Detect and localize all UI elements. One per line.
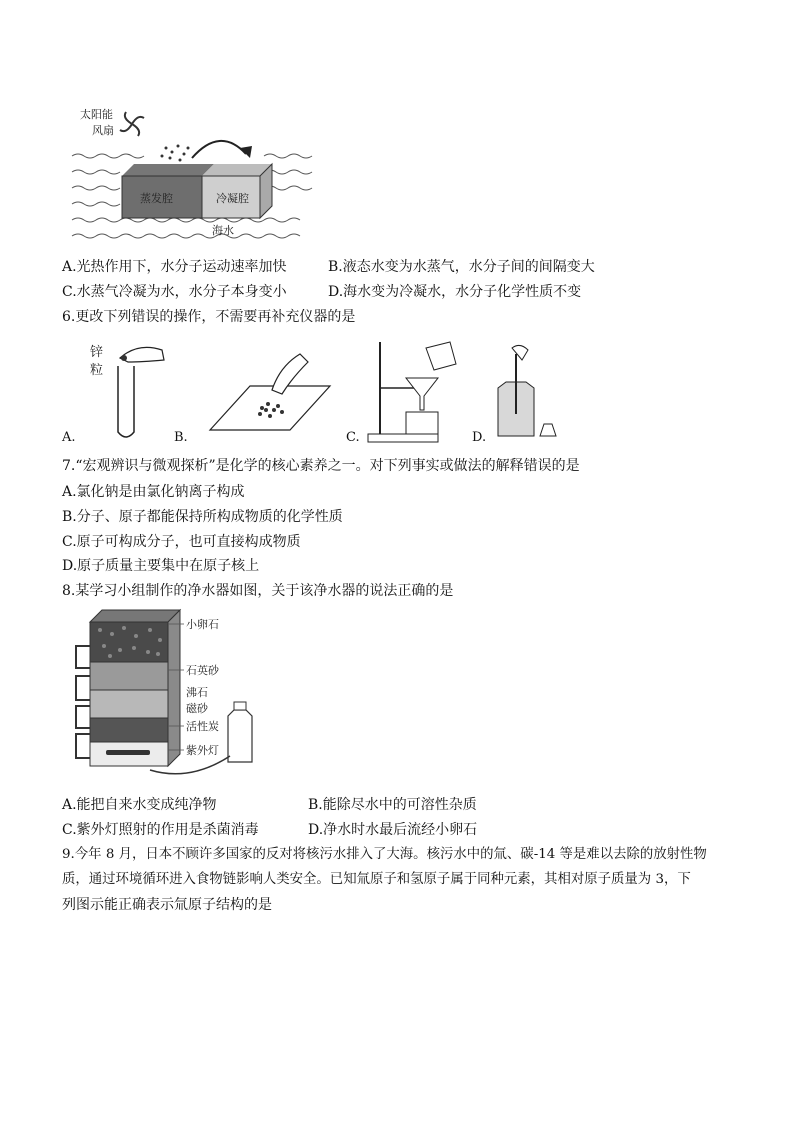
q5-figure: [70, 96, 320, 246]
hand-d: [512, 345, 528, 360]
uv-lamp: [106, 750, 150, 755]
filter-top: [90, 610, 180, 622]
q6-figure-a: [80, 336, 180, 446]
q8-option-a: A.能把自来水变成纯净物: [62, 797, 217, 813]
q6-stem: 6.更改下列错误的操作，不需要再补充仪器的是: [62, 309, 356, 325]
stopper: [540, 424, 556, 436]
weighing-paper: [210, 386, 330, 430]
collection-bottle: [228, 710, 252, 762]
ring-stand-base: [368, 434, 438, 442]
q8-option-d: D.净水时水最后流经小卵石: [308, 822, 478, 838]
fan-label: 太阳能: [80, 108, 113, 121]
zinc-label-2: 粒: [90, 363, 104, 378]
fan-label-2: 风扇: [92, 124, 114, 137]
layer-quartz: [90, 662, 168, 690]
beaker-c: [406, 412, 438, 434]
funnel: [406, 378, 438, 410]
q7-option-d: D.原子质量主要集中在原子核上: [62, 558, 260, 574]
layer-pebbles: [90, 622, 168, 662]
q6-option-d: D.: [472, 430, 487, 445]
label-pebbles: 小卵石: [186, 618, 219, 631]
label-carbon: 活性炭: [186, 720, 219, 733]
q8-option-c: C.紫外灯照射的作用是杀菌消毒: [62, 822, 259, 838]
pour-beaker: [426, 342, 456, 370]
q7-option-b: B.分子、原子都能保持所构成物质的化学性质: [62, 509, 343, 525]
bottle-cap: [234, 702, 246, 710]
layer-zeolite: [90, 690, 168, 718]
layer-carbon: [90, 718, 168, 742]
q8-option-b: B.能除尽水中的可溶性杂质: [308, 797, 477, 813]
q6-figure-b: [190, 344, 340, 444]
q6-figure-d: [486, 344, 566, 444]
vapor-arrow: [192, 141, 246, 158]
fan-icon: [120, 112, 144, 136]
q6-option-c: C.: [346, 430, 360, 445]
seawater-label: 海水: [212, 224, 234, 237]
q5-option-c: C.水蒸气冷凝为水，水分子本身变小: [62, 284, 287, 300]
vapor-dots: [161, 145, 190, 162]
condenser-label: 冷凝腔: [216, 192, 249, 205]
label-zeolite: 沸石: [186, 686, 208, 699]
q9-line-2: 质，通过环境循环进入食物链影响人类安全。已知氚原子和氢原子属于同种元素，其相对原子质量为 3，下: [62, 872, 691, 887]
q9-line-3: 列图示能正确表示氚原子结构的是: [62, 897, 272, 913]
q8-stem: 8.某学习小组制作的净水器如图，关于该净水器的说法正确的是: [62, 583, 454, 599]
hand: [120, 347, 164, 362]
q6-figure-c: [360, 338, 470, 448]
q5-option-a: A.光热作用下，水分子运动速率加快: [62, 259, 287, 275]
evaporator-top: [122, 164, 214, 176]
q5-option-b: B.液态水变为水蒸气，水分子间的间隔变大: [328, 259, 595, 275]
zinc-label-1: 锌: [90, 345, 104, 360]
q6-option-a: A.: [62, 430, 76, 445]
q7-option-a: A.氯化钠是由氯化钠离子构成: [62, 484, 245, 500]
label-uv: 紫外灯: [186, 744, 219, 757]
q7-stem: 7.“宏观辨识与微观探析”是化学的核心素养之一。对下列事实或做法的解释错误的是: [62, 458, 580, 474]
q7-option-c: C.原子可构成分子，也可直接构成物质: [62, 534, 301, 550]
q9-line-1: 9.今年 8 月，日本不顾许多国家的反对将核污水排入了大海。核污水中的氚、碳-14 等是难以去除的放射性物: [62, 847, 707, 862]
filter-side: [168, 610, 180, 766]
q5-option-d: D.海水变为冷凝水，水分子化学性质不变: [328, 284, 582, 300]
q8-figure: [70, 606, 260, 786]
label-magnetite: 磁砂: [186, 702, 208, 715]
zinc-granule: [121, 355, 127, 361]
label-quartz: 石英砂: [186, 664, 219, 677]
q6-option-b: B.: [174, 430, 188, 445]
test-tube: [118, 366, 134, 437]
evaporator-label: 蒸发腔: [140, 192, 173, 205]
arrow-head: [240, 146, 252, 158]
